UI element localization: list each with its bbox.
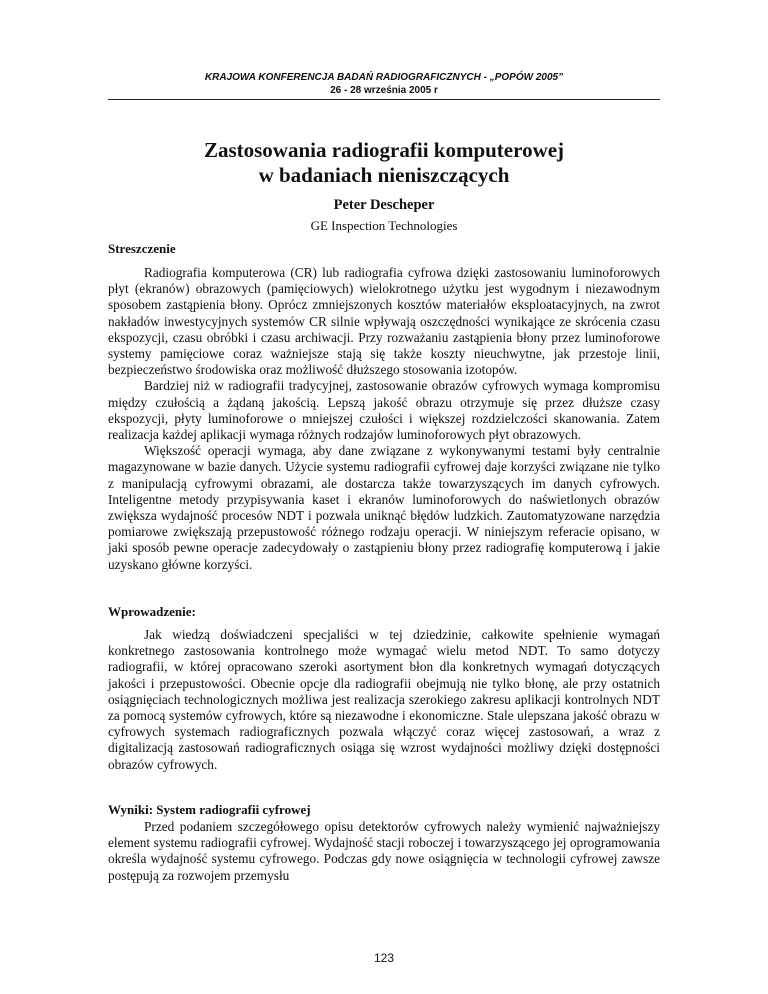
title-line-1: Zastosowania radiografii komputerowej: [203, 138, 565, 162]
introduction-body: [108, 627, 660, 773]
running-header-conference: KRAJOWA KONFERENCJA BADAŃ RADIOGRAFICZNYCH - „POPÓW 2005”: [204, 72, 564, 83]
title-line-2: w badaniach nieniszczących: [258, 163, 510, 187]
introduction-paragraph: Jak wiedzą doświadczeni specjaliści w tej dziedzinie, całkowite spełnienie wymagań konkretnego zastosowania kontrolnego może wymagać wielu metod NDT. To samo dotyczy radiografii, w której opracowano szeroki asortyment błon dla konkretnych wymagań dotyczących jakości i przepustowości. Obecnie opcje dla radiografii obejmują nie tylko błonę, ale przy ostatnich osiągnięciach technologicznych możliwa jest realizacja szerokiego zakresu aplikacji kontrolnych NDT za pomocą systemów cyfrowych, które są niezawodne i ekonomiczne. Stale ulepszana jakość obrazu w cyfrowych systemach radiograficznych pozwala włączyć coraz więcej zastosowań, a wraz z digitalizacją zastosowań radiograficznych osiąga się wzrost wydajności możliwy dzięki dostępności obrazów cyfrowych.: [108, 627, 660, 772]
author-name: Peter Descheper: [333, 197, 435, 213]
header-divider: [108, 99, 660, 100]
introduction-heading: Wprowadzenie:: [108, 604, 196, 619]
abstract-body: [108, 265, 660, 573]
page-number: 123: [373, 951, 395, 965]
author-affiliation: GE Inspection Technologies: [310, 218, 458, 233]
abstract-paragraph: Bardziej niż w radiografii tradycyjnej, zastosowanie obrazów cyfrowych wymaga kompromisu między czułością a żądaną jakością. Lepszą jakość obrazu otrzymuje się przez dłuższe czasy ekspozycji, płyty luminoforowe o mniejszej czułości i większej rozdzielczości skanowania. Zatem realizacja każdej aplikacji wymaga różnych rodzajów luminoforowych płyt obrazowych.: [108, 378, 660, 443]
results-paragraph: Przed podaniem szczegółowego opisu detektorów cyfrowych należy wymienić najważniejszy element systemu radiografii cyfrowej. Wydajność stacji roboczej i towarzyszącego jej oprogramowania określa wydajność systemu cyfrowego. Podczas gdy nowe osiągnięcia w technologii cyfrowej zawsze postępują za rozwojem przemysłu: [108, 819, 660, 883]
results-body: [108, 819, 660, 884]
abstract-paragraph: Większość operacji wymaga, aby dane związane z wykonywanymi testami były centralnie magazynowane w bazie danych. Użycie systemu radiografii cyfrowej daje korzyści związane nie tylko z manipulacją cyfrowymi obrazami, ale dostarcza także towarzyszących im danych cyfrowych. Inteligentne metody przypisywania kaset i ekranów luminoforowych do naświetlonych obrazów zwiększa wydajność procesów NDT i pozwala uniknąć błędów ludzkich. Zautomatyzowane narzędzia pomiarowe zwiększają przepustowość różnego rodzaju operacji. W niniejszym referacie opisano, w jaki sposób pewne operacje zadecydowały o zastąpieniu błony przez radiografię komputerową i jakie uzyskano główne korzyści.: [108, 443, 660, 572]
article-title: [108, 138, 660, 188]
results-heading: Wyniki: System radiografii cyfrowej: [108, 802, 311, 817]
abstract-heading: Streszczenie: [108, 241, 176, 256]
abstract-paragraph: Radiografia komputerowa (CR) lub radiografia cyfrowa dzięki zastosowaniu luminoforowych płyt (ekranów) obrazowych (pamięciowych) wielokrotnego użytku jest wygodnym i niezawodnym sposobem zastąpienia błony. Oprócz zmniejszonych kosztów materiałów eksploatacyjnych, na zwrot nakładów inwestycyjnych systemów CR silnie wpływają oszczędności wynikające ze skrócenia czasu ekspozycji, czasu obróbki i czasu archiwacji. Przy rozważaniu zastąpienia błony przez luminoforowe systemy pamięciowe coraz ważniejsze stają się także koszty nieuchwytne, jak przestoje linii, bezpieczeństwo środowiska oraz możliwość dłuższego stosowania izotopów.: [108, 265, 660, 378]
running-header-dates: 26 - 28 września 2005 r: [330, 85, 438, 96]
